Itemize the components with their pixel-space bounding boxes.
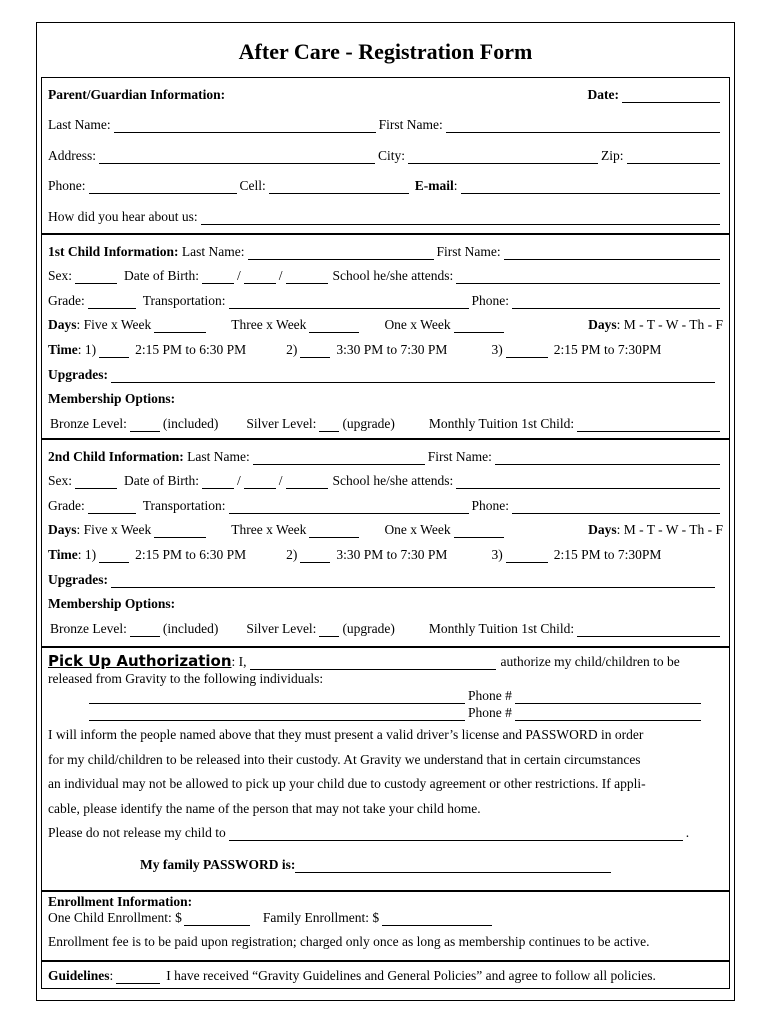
child2-three-field[interactable] [309,523,359,538]
five-x-week-label: : Five x Week [76,317,152,333]
child2-transport-label: Transportation: [142,497,226,513]
cell-field[interactable] [269,179,409,194]
password-label: My family PASSWORD is: [140,857,296,872]
child2-section [41,439,730,647]
pickup-person2-field[interactable] [89,706,465,721]
child2-time3-field[interactable] [506,548,548,563]
child1-time-label: Time [48,341,78,357]
guidelines-colon: : [109,968,114,983]
pickup-paragraph-line: an individual may not be allowed to pick up your child due to custody agreement or other restrictions. If appli- [48,776,646,791]
address-field[interactable] [99,149,375,164]
child2-dob-year[interactable] [286,474,328,489]
password-field[interactable] [295,858,611,873]
child2-time-label: Time [48,546,78,562]
child1-sex-label: Sex: [48,268,73,284]
pickup-phone2-label: Phone # [468,705,512,720]
pickup-paragraph-line: I will inform the people named above that they must present a valid driver’s license and PASSWORD in order [48,727,644,742]
pickup-phone2-field[interactable] [515,706,701,721]
child1-time2-field[interactable] [300,343,330,358]
child2-dob-month[interactable] [202,474,234,489]
child1-school-field[interactable] [456,269,720,284]
one-child-enrollment-label: One Child Enrollment: $ [48,910,182,925]
pickup-intro: : I, [231,654,247,669]
pickup-person1-field[interactable] [89,689,465,704]
one-x-week-label: One x Week [384,522,451,538]
parent-last-name-field[interactable] [114,118,376,133]
time-option-1: : 1) [77,341,97,357]
child2-dob-label: Date of Birth: [124,473,199,489]
dob-separator: / [278,473,283,489]
parent-phone-field[interactable] [89,179,237,194]
email-colon: : [453,178,458,194]
city-label: City: [378,147,406,163]
child2-phone-field[interactable] [512,499,720,514]
silver-level-label: Silver Level: [246,415,317,431]
time-option-2: 2) [286,546,298,562]
pickup-heading: Pick Up Authorization [48,652,232,670]
child1-time1-field[interactable] [99,343,129,358]
child1-phone-label: Phone: [471,292,510,308]
child2-sex-field[interactable] [75,474,117,489]
child1-last-name-label: Last Name: [181,243,245,259]
time-option-2-value: 3:30 PM to 7:30 PM [336,546,448,562]
form-title: After Care - Registration Form [238,39,533,64]
dob-separator: / [237,268,241,284]
child2-grade-label: Grade: [48,497,85,513]
time-option-3-value: 2:15 PM to 7:30PM [553,341,662,357]
one-x-week-label: One x Week [384,317,451,333]
child1-days-label: Days [48,317,77,333]
hear-field[interactable] [201,210,720,225]
date-field[interactable] [622,88,720,103]
address-label: Address: [48,147,96,163]
child2-upgrades-label: Upgrades: [48,571,108,587]
guidelines-text: I have received “Gravity Guidelines and General Policies” and agree to follow all policies. [166,968,656,983]
child2-dob-day[interactable] [244,474,276,489]
zip-label: Zip: [601,147,624,163]
child2-heading: 2nd Child Information: [48,448,184,464]
five-x-week-label: : Five x Week [76,522,152,538]
child1-heading: 1st Child Information: [48,243,179,259]
pickup-phone1-field[interactable] [515,689,701,704]
child2-membership-label: Membership Options: [48,596,176,612]
child2-school-field[interactable] [456,474,720,489]
child2-last-name-label: Last Name: [187,448,250,464]
child2-time2-field[interactable] [300,548,330,563]
pickup-paragraph-line: cable, please identify the name of the person that may not take your child home. [48,800,481,816]
time-option-1-value: 2:15 PM to 6:30 PM [135,341,247,357]
pickup-paragraph-line: for my child/children to be released into their custody. At Gravity we understand that in certain circumstances [48,751,641,767]
last-name-label: Last Name: [48,117,111,133]
child1-one-field[interactable] [454,318,504,333]
child1-school-label: School he/she attends: [332,268,454,284]
child1-dob-year[interactable] [286,269,328,284]
three-x-week-label: Three x Week [231,317,307,333]
child2-first-name-label: First Name: [427,448,492,464]
child2-upgrades-field[interactable] [111,573,715,588]
parent-first-name-field[interactable] [446,118,720,133]
dob-separator: / [278,268,283,284]
time-option-3-value: 2:15 PM to 7:30PM [553,546,662,562]
child2-school-label: School he/she attends: [332,473,454,489]
days-weekday-label: Days [588,522,617,538]
child1-dob-day[interactable] [244,269,276,284]
weekday-options[interactable]: : M - T - W - Th - F [616,522,723,538]
child1-upgrades-label: Upgrades: [48,366,108,382]
child1-dob-month[interactable] [202,269,234,284]
child2-transport-field[interactable] [229,499,469,514]
child2-tuition-field[interactable] [577,622,720,637]
child1-first-name-field[interactable] [504,245,720,260]
pickup-parent-name-field[interactable] [250,655,496,670]
pickup-phone1-label: Phone # [468,688,512,703]
days-weekday-label: Days [588,317,617,333]
child1-tuition-field[interactable] [577,417,720,432]
child1-five-field[interactable] [154,318,206,333]
child1-membership-label: Membership Options: [48,391,176,407]
child1-sex-field[interactable] [75,269,117,284]
tuition-label: Monthly Tuition 1st Child: [428,620,575,636]
enrollment-section [41,891,730,961]
child2-bronze-field[interactable] [130,622,160,637]
child2-phone-label: Phone: [471,497,510,513]
time-option-2: 2) [286,341,298,357]
child1-silver-field[interactable] [319,417,339,432]
silver-note: (upgrade) [342,620,395,636]
time-option-3: 3) [491,546,503,562]
child1-section [41,234,730,439]
child2-silver-field[interactable] [319,622,339,637]
child1-dob-label: Date of Birth: [124,268,199,284]
child2-time1-field[interactable] [99,548,129,563]
time-option-2-value: 3:30 PM to 7:30 PM [336,341,448,357]
tuition-label: Monthly Tuition 1st Child: [428,415,575,431]
child2-sex-label: Sex: [48,473,73,489]
child1-phone-field[interactable] [512,294,720,309]
child2-last-name-field[interactable] [253,450,425,465]
first-name-label: First Name: [378,117,443,133]
pickup-released-text: released from Gravity to the following individuals: [48,671,324,686]
enrollment-heading: Enrollment Information: [48,894,193,909]
child1-transport-label: Transportation: [142,292,226,308]
one-child-enrollment-field[interactable] [184,911,250,926]
do-not-release-label: Please do not release my child to [48,825,226,840]
time-option-1-value: 2:15 PM to 6:30 PM [135,546,247,562]
child1-grade-field[interactable] [88,294,136,309]
child1-bronze-field[interactable] [130,417,160,432]
cell-label: Cell: [239,178,266,194]
child1-grade-label: Grade: [48,292,85,308]
child1-first-name-label: First Name: [436,243,501,259]
time-option-1: : 1) [77,546,97,562]
pickup-authorize-text: authorize my child/children to be [500,654,680,669]
child2-one-field[interactable] [454,523,504,538]
child2-first-name-field[interactable] [495,450,720,465]
do-not-release-period: . [685,825,690,840]
parent-heading: Parent/Guardian Information: [48,86,226,102]
form-frame [36,22,735,1001]
city-field[interactable] [408,149,598,164]
guidelines-label: Guidelines [48,968,110,983]
dob-separator: / [237,473,241,489]
child1-last-name-field[interactable] [248,245,434,260]
phone-label: Phone: [48,178,86,194]
bronze-level-label: Bronze Level: [50,415,127,431]
silver-note: (upgrade) [342,415,395,431]
three-x-week-label: Three x Week [231,522,307,538]
weekday-options[interactable]: : M - T - W - Th - F [616,317,723,333]
pickup-section [41,647,730,891]
hear-label: How did you hear about us: [48,208,198,224]
bronze-level-label: Bronze Level: [50,620,127,636]
child1-time3-field[interactable] [506,343,548,358]
child1-three-field[interactable] [309,318,359,333]
child2-five-field[interactable] [154,523,206,538]
family-enrollment-label: Family Enrollment: $ [262,910,380,925]
do-not-release-field[interactable] [229,826,683,841]
bronze-note: (included) [162,415,219,431]
family-enrollment-field[interactable] [382,911,492,926]
parent-section [41,77,730,234]
child2-grade-field[interactable] [88,499,136,514]
child2-days-label: Days [48,522,77,538]
email-label: E-mail [414,178,454,194]
guidelines-initials-field[interactable] [116,969,160,984]
guidelines-section [41,961,730,989]
enrollment-fee-note: Enrollment fee is to be paid upon registration; charged only once as long as membership continues to be active. [48,934,650,949]
email-field[interactable] [461,179,720,194]
child1-upgrades-field[interactable] [111,368,715,383]
silver-level-label: Silver Level: [246,620,317,636]
date-label: Date: [587,86,619,102]
zip-field[interactable] [627,149,720,164]
time-option-3: 3) [491,341,503,357]
bronze-note: (included) [162,620,219,636]
child1-transport-field[interactable] [229,294,469,309]
